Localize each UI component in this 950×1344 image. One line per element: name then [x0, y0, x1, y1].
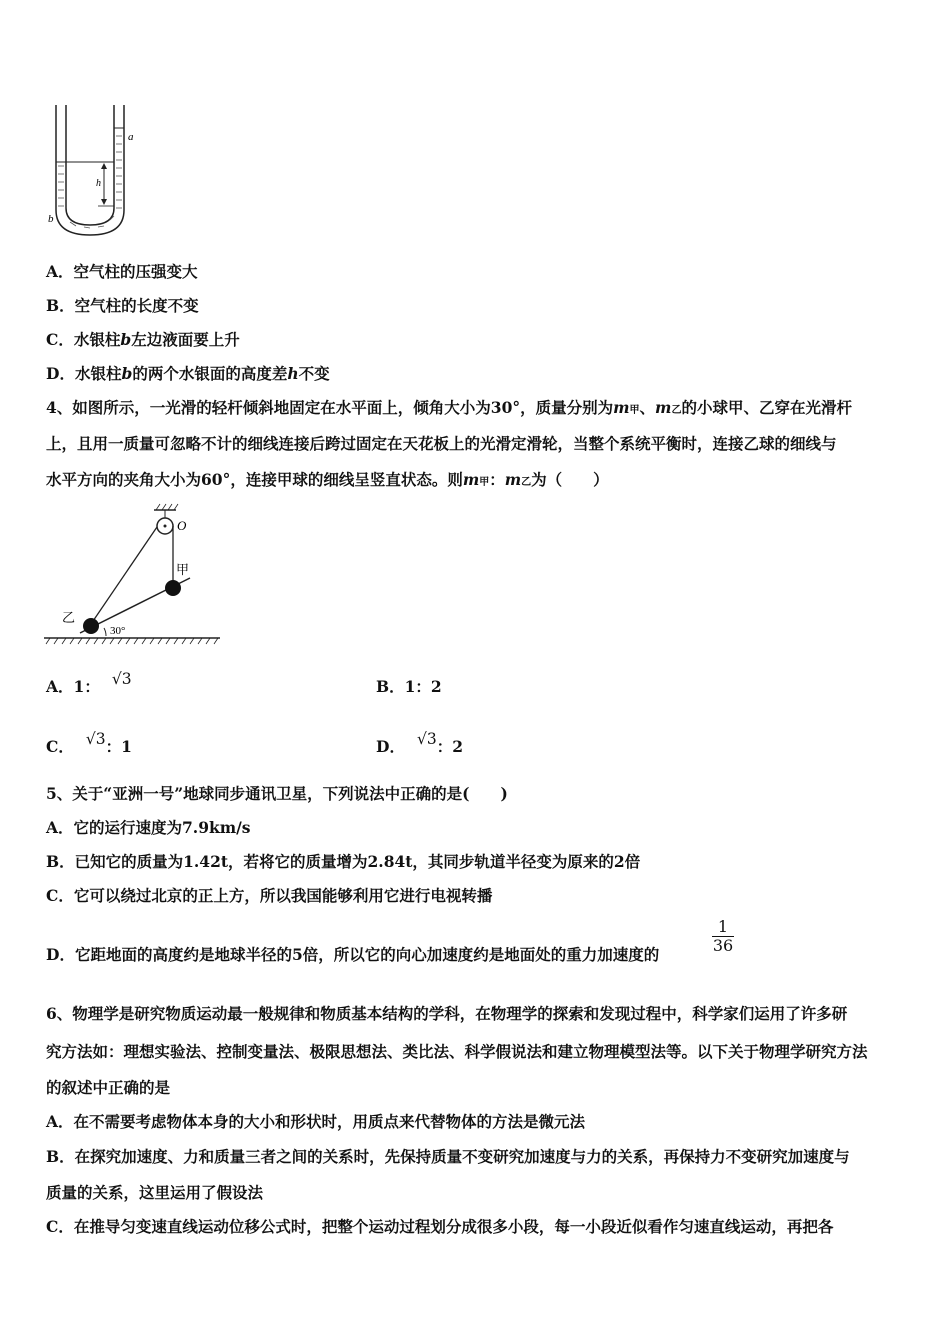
label-jia: 甲 [176, 563, 190, 578]
label-yi: 乙 [62, 611, 76, 626]
q4-stem-line1: 4、如图所示，一光滑的轻杆倾斜地固定在水平面上，倾角大小为30°，质量分别为m甲、m乙的小球甲、乙穿在光滑杆 [46, 398, 852, 417]
q5-option-a: A．它的运行速度为7.9km/s [46, 818, 251, 837]
q6-option-b-line1: B．在探究加速度、力和质量三者之间的关系时，先保持质量不变研究加速度与力的关系，再保持力不变研究加速度与 [46, 1147, 850, 1166]
label-angle: 30° [110, 625, 126, 637]
q3-option-a: A．空气柱的压强变大 [46, 262, 198, 281]
label-h: h [96, 178, 101, 189]
q6-option-b-line2: 质量的关系，这里运用了假设法 [46, 1183, 264, 1202]
label-b: b [48, 213, 54, 225]
q4-option-c: C． √3：1 [46, 730, 132, 756]
q5-option-c: C．它可以绕过北京的正上方，所以我国能够利用它进行电视转播 [46, 886, 493, 905]
label-a: a [128, 131, 134, 143]
label-O: O [177, 518, 187, 533]
u-tube-figure [40, 100, 150, 240]
q6-option-a: A．在不需要考虑物体本身的大小和形状时，用质点来代替物体的方法是微元法 [46, 1112, 586, 1131]
q4-option-b: B．1：2 [376, 677, 442, 696]
q4-stem-line3: 水平方向的夹角大小为60°，连接甲球的细线呈竖直状态。则m甲：m乙为（ ） [46, 470, 609, 489]
pulley-figure [40, 502, 230, 652]
q4-stem-line2: 上，且用一质量可忽略不计的细线连接后跨过固定在天花板上的光滑定滑轮，当整个系统平衡时，连接乙球的细线与 [46, 434, 837, 453]
q4-option-a: A．1： √3 [46, 670, 132, 696]
q6-stem-line1: 6、物理学是研究物质运动最一般规律和物质基本结构的学科，在物理学的探索和发现过程中，科学家们运用了许多研 [46, 1004, 848, 1023]
q3-option-b: B．空气柱的长度不变 [46, 296, 199, 315]
q5-option-b: B．已知它的质量为1.42t，若将它的质量增为2.84t，其同步轨道半径变为原来的2倍 [46, 852, 641, 871]
q5-option-d: D．它距地面的高度约是地球半径的5倍，所以它的向心加速度约是地面处的重力加速度的 [46, 945, 660, 964]
fraction-1-36: $\frac{1}{36}$ [712, 917, 734, 955]
q3-option-c: C．水银柱b左边液面要上升 [46, 330, 240, 349]
q6-option-c-line1: C．在推导匀变速直线运动位移公式时，把整个运动过程划分成很多小段，每一小段近似看作匀速直线运动，再把各 [46, 1217, 834, 1236]
q5-stem: 5、关于“亚洲一号”地球同步通讯卫星，下列说法中正确的是( ) [46, 784, 508, 803]
q6-stem-line3: 的叙述中正确的是 [46, 1078, 171, 1097]
q3-option-d: D．水银柱b的两个水银面的高度差h不变 [46, 364, 330, 383]
q6-stem-line2: 究方法如：理想实验法、控制变量法、极限思想法、类比法、科学假说法和建立物理模型法等。以下关于物理学研究方法 [46, 1042, 868, 1061]
q4-option-d: D． √3：2 [376, 730, 463, 756]
